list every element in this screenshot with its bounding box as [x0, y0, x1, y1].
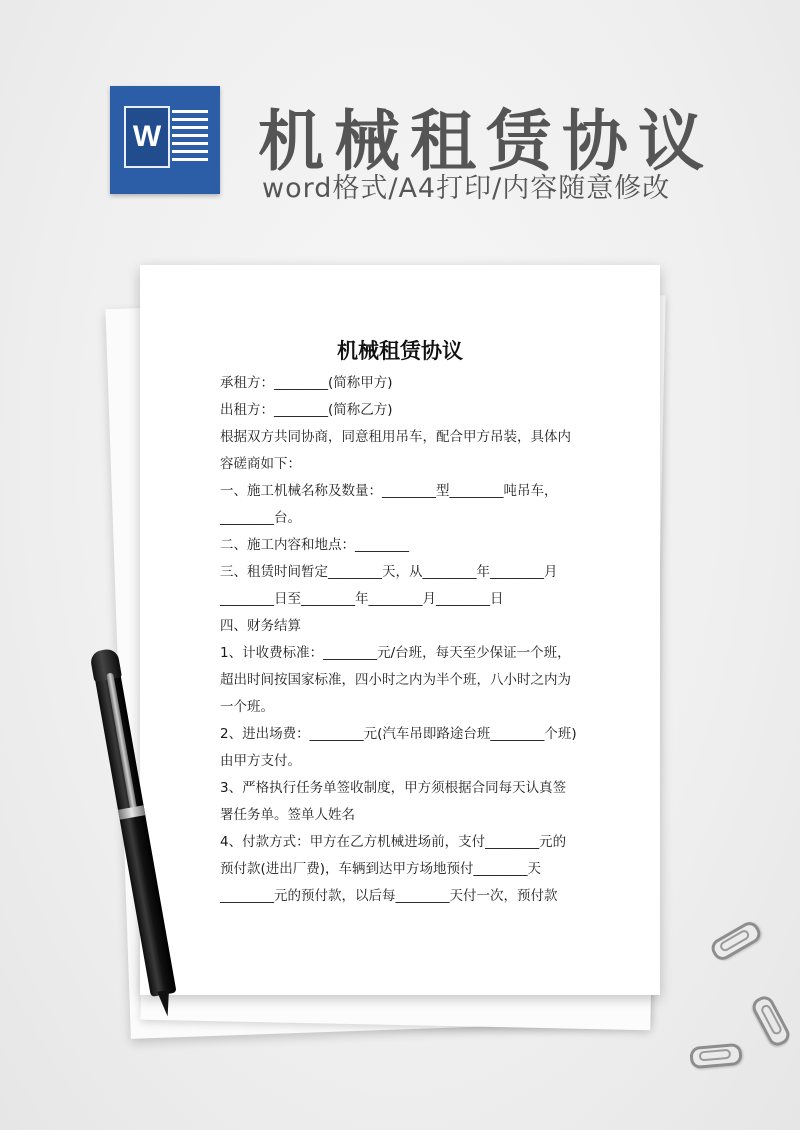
- doc-line-item-1-end: 一个班。: [220, 699, 274, 715]
- doc-line-item-1-cont: 超出时间按国家标准，四小时之内为半个班，八小时之内为: [220, 672, 571, 688]
- document-page: [140, 265, 660, 995]
- document-body: [220, 370, 590, 910]
- doc-line-item-2: 2、进出场费：________元(汽车吊即路途台班________个班): [220, 726, 577, 742]
- paperclip-icon: [708, 918, 764, 963]
- doc-line-section-4: 四、财务结算: [220, 618, 301, 634]
- document-title: 机械租赁协议: [337, 339, 463, 363]
- doc-line-item-4-cont: 预付款(进出厂费)，车辆到达甲方场地预付________天: [220, 861, 542, 877]
- page-title: 机械租赁协议: [258, 103, 714, 180]
- doc-line-item-2-cont: 由甲方支付。: [220, 753, 301, 769]
- doc-line-item-3-cont: 署任务单。签单人姓名: [220, 807, 355, 823]
- doc-line-item-1: 1、计收费标准：________元/台班，每天至少保证一个班，: [220, 645, 571, 661]
- doc-line-section-3-cont: ________日至________年________月________日: [220, 591, 504, 607]
- doc-line-item-3: 3、严格执行任务单签收制度，甲方须根据合同每天认真签: [220, 780, 567, 796]
- doc-line-section-1-cont: ________台。: [220, 510, 301, 526]
- page-subtitle: word格式/A4打印/内容随意修改: [262, 173, 671, 204]
- doc-line-section-3: 三、租赁时间暂定________天，从________年________月: [220, 564, 558, 580]
- word-logo-icon: [110, 86, 220, 194]
- doc-line-section-1: 一、施工机械名称及数量：________型________吨吊车，: [220, 483, 558, 499]
- doc-line-item-4-end: ________元的预付款，以后每________天付一次，预付款: [220, 888, 558, 904]
- paperclip-icon: [689, 1043, 743, 1069]
- paperclip-icon: [749, 993, 793, 1049]
- word-letter-tile: W: [124, 106, 170, 168]
- doc-line-lessee: 承租方：________(简称甲方): [220, 375, 393, 391]
- doc-line-lessor: 出租方：________(简称乙方): [220, 402, 393, 418]
- word-lines-icon: [172, 110, 208, 166]
- doc-line-intro-cont: 容磋商如下：: [220, 456, 301, 472]
- doc-line-section-2: 二、施工内容和地点：________: [220, 537, 409, 553]
- doc-line-intro: 根据双方共同协商，同意租用吊车，配合甲方吊装，具体内: [220, 429, 571, 445]
- doc-line-item-4: 4、付款方式：甲方在乙方机械进场前，支付________元的: [220, 834, 567, 850]
